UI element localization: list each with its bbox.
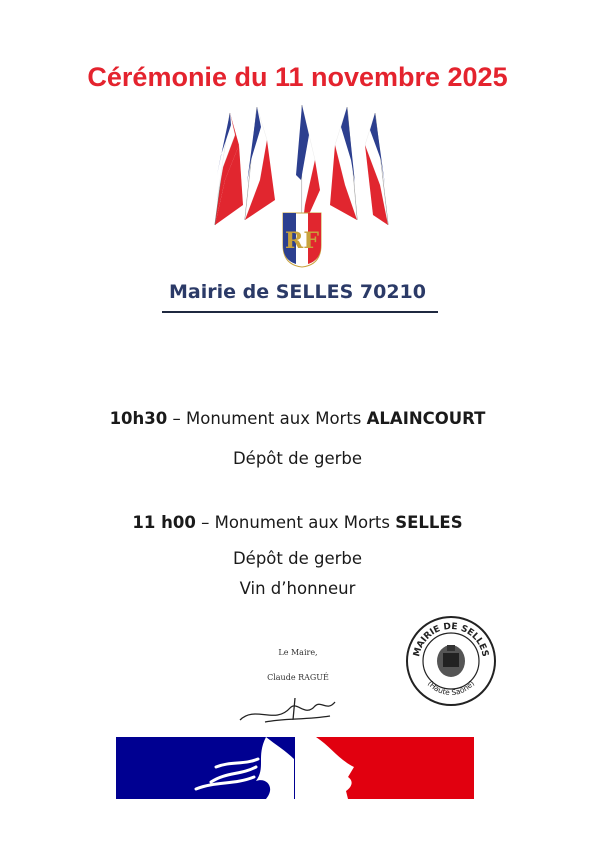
flags-emblem bbox=[205, 105, 400, 270]
rf-shield-icon bbox=[283, 213, 321, 267]
svg-text:MAIRIE DE SELLES: MAIRIE DE SELLES bbox=[412, 621, 490, 658]
event-separator: – Monument aux Morts bbox=[195, 513, 396, 532]
flag-icon bbox=[296, 105, 320, 230]
divider bbox=[162, 311, 438, 313]
event-2-detail: Dépôt de gerbe bbox=[232, 549, 363, 568]
flag-icon bbox=[330, 107, 357, 220]
flag-icon bbox=[245, 107, 275, 220]
event-separator: – Monument aux Morts bbox=[167, 409, 367, 428]
event-place: ALAINCOURT bbox=[366, 409, 486, 428]
event-time: 11 h00 bbox=[132, 513, 196, 532]
signature-role: Le Maire, bbox=[278, 648, 318, 657]
marianne-banner bbox=[116, 737, 474, 799]
page-title: Cérémonie du 11 novembre 2025 bbox=[87, 62, 508, 92]
svg-text:(Haute Saône): (Haute Saône) bbox=[425, 678, 477, 698]
mairie-heading: Mairie de SELLES 70210 bbox=[169, 281, 426, 303]
flag-icon bbox=[365, 113, 388, 225]
handwritten-signature bbox=[235, 690, 345, 730]
event-2-line bbox=[0, 513, 595, 532]
event-2-detail: Vin d’honneur bbox=[239, 579, 356, 598]
signature-name: Claude RAGUÉ bbox=[267, 673, 329, 682]
event-time: 10h30 bbox=[109, 409, 168, 428]
svg-text:RF: RF bbox=[285, 228, 319, 254]
mairie-seal-stamp bbox=[405, 615, 497, 707]
event-1-detail: Dépôt de gerbe bbox=[232, 449, 363, 468]
flag-icon bbox=[215, 113, 243, 225]
signature-block bbox=[238, 648, 358, 682]
seal-emblem-icon bbox=[437, 645, 465, 677]
event-place: SELLES bbox=[395, 513, 463, 532]
event-1-line bbox=[0, 409, 595, 428]
